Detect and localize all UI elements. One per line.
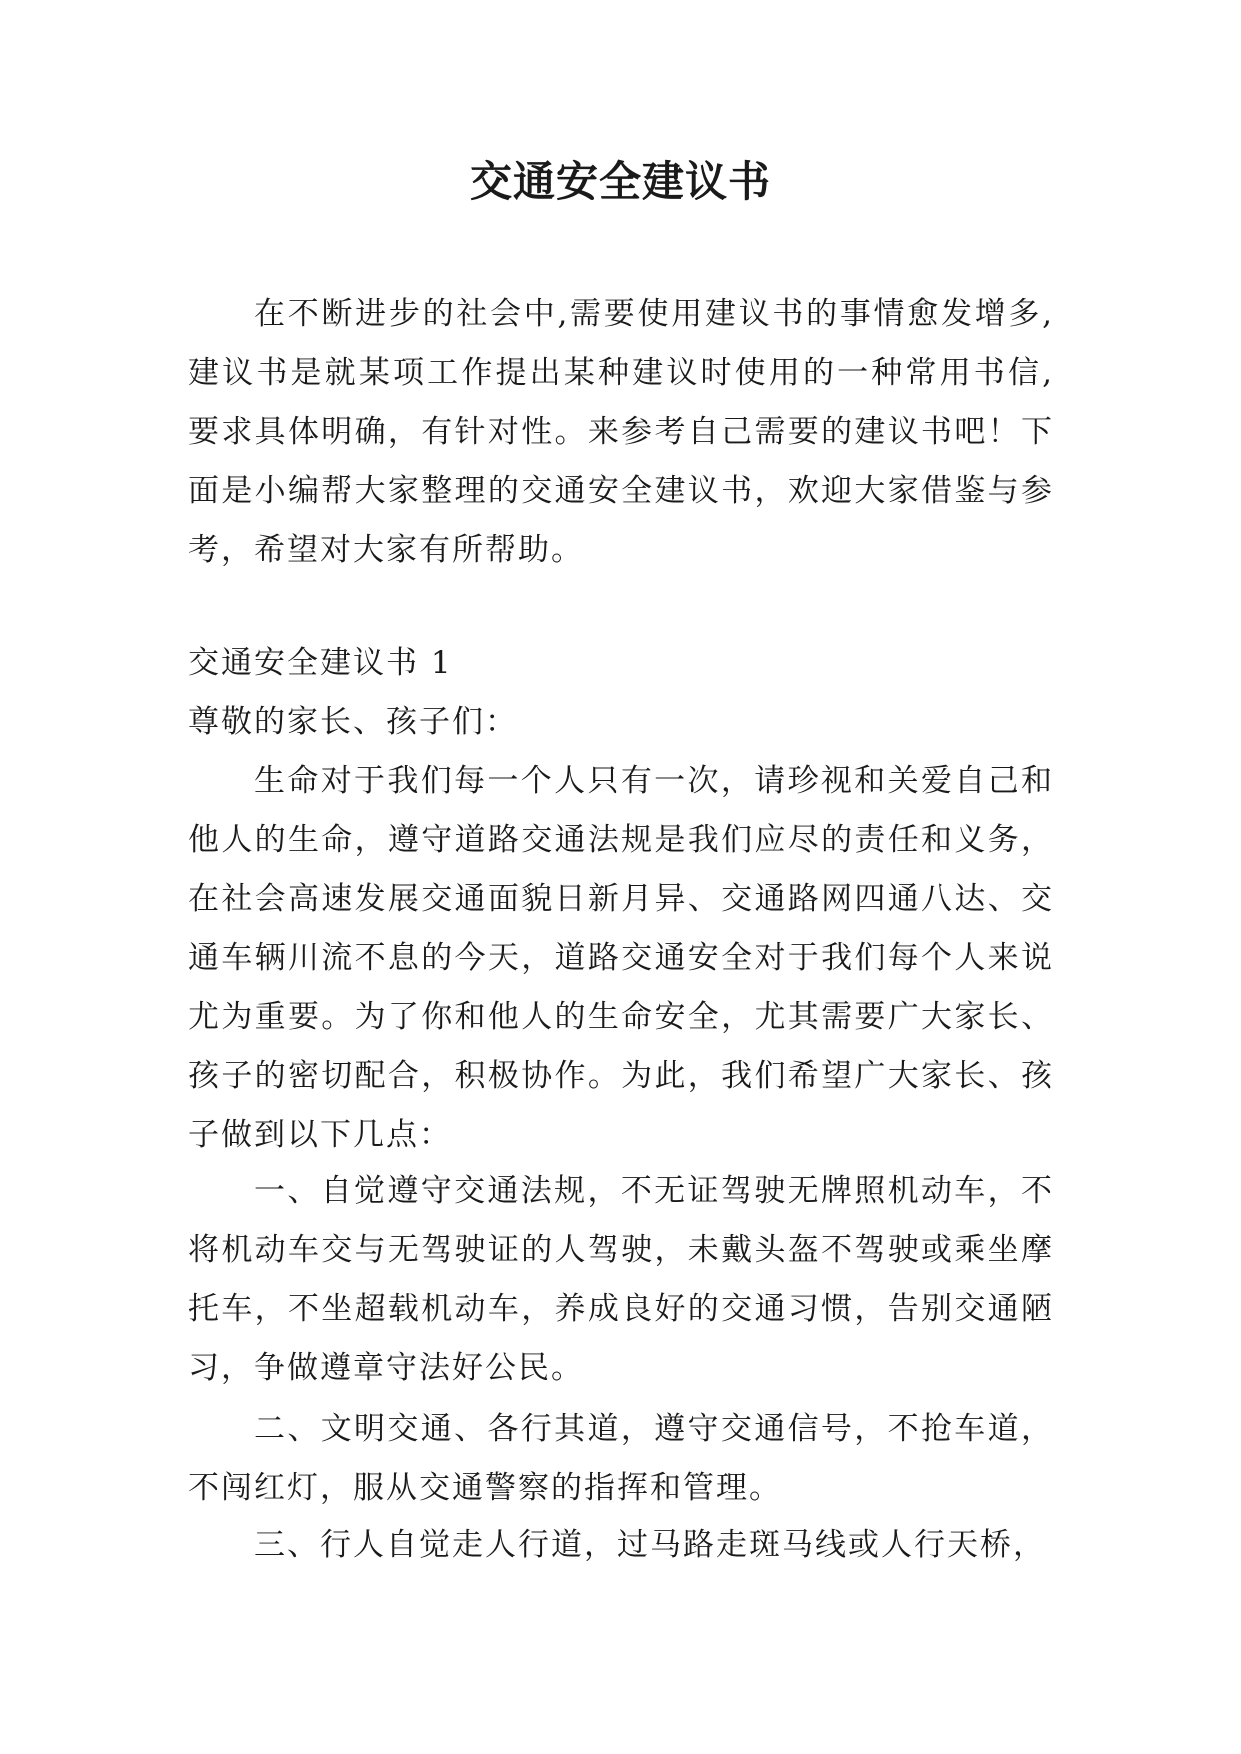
section-heading: 交通安全建议书 1 <box>188 645 453 681</box>
salutation: 尊敬的家长、孩子们： <box>188 704 518 740</box>
body-paragraph: 一、自觉遵守交通法规，不无证驾驶无牌照机动车，不将机动车交与无驾驶证的人驾驶，未戴头盔不驾驶或乘坐摩托车，不坐超载机动车，养成良好的交通习惯，告别交通陋习，争做遵章守法好公民。 <box>188 1173 1054 1386</box>
body-paragraph: 二、文明交通、各行其道，遵守交通信号，不抢车道，不闯红灯，服从交通警察的指挥和管理。 <box>188 1411 1054 1506</box>
body-paragraph: 三、行人自觉走人行道，过马路走斑马线或人行天桥， <box>254 1527 1046 1563</box>
document-title: 交通安全建议书 <box>469 157 771 206</box>
body-paragraph: 生命对于我们每一个人只有一次，请珍视和关爱自己和他人的生命，遵守道路交通法规是我们应尽的责任和义务，在社会高速发展交通面貌日新月异、交通路网四通八达、交通车辆川流不息的今天，道路交通安全对于我们每个人来说尤为重要。为了你和他人的生命安全，尤其需要广大家长、孩子的密切配合，积极协作。为此，我们希望广大家长、孩子做到以下几点： <box>188 763 1054 1153</box>
intro-paragraph: 在不断进步的社会中,需要使用建议书的事情愈发增多,建议书是就某项工作提出某种建议时使用的一种常用书信,要求具体明确，有针对性。来参考自己需要的建议书吧！下面是小编帮大家整理的交通安全建议书，欢迎大家借鉴与参考，希望对大家有所帮助。 <box>188 296 1054 568</box>
